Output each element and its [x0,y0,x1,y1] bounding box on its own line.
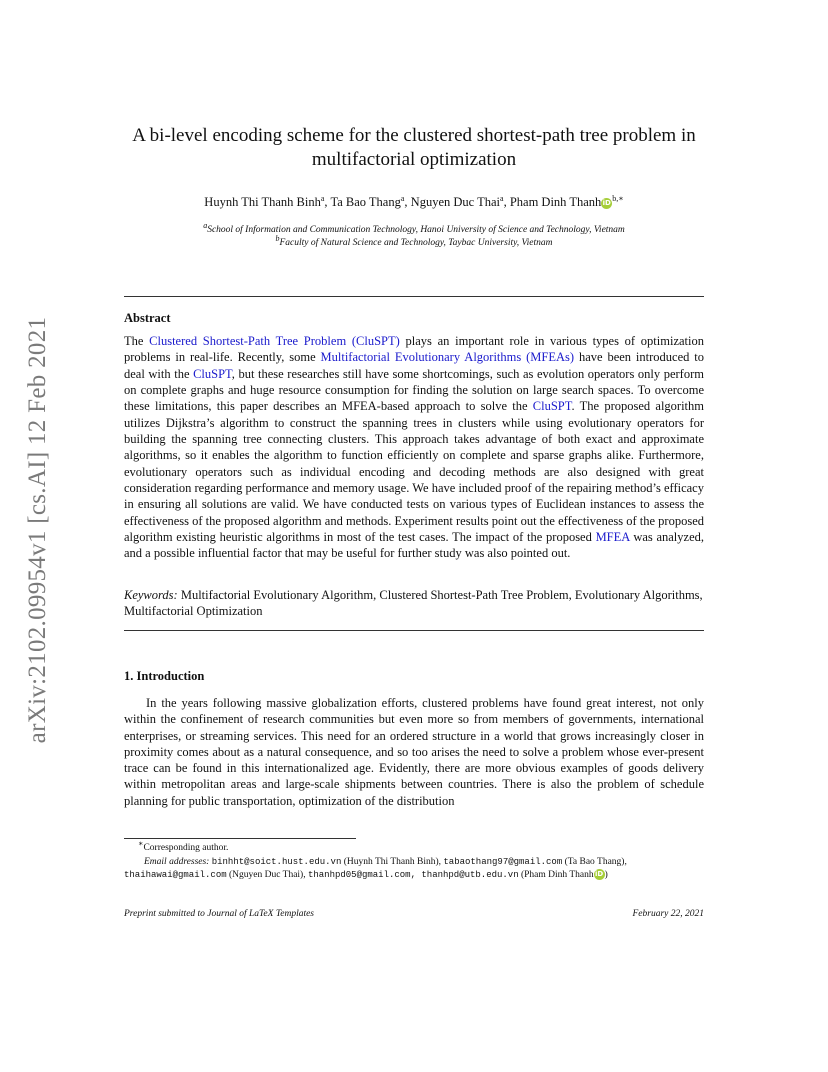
email-3-owner: (Nguyen Duc Thai), [226,870,308,880]
affiliation-b-sup: b [275,233,280,243]
mfea-link[interactable]: MFEA [595,530,630,545]
page-footer [124,909,704,919]
cluspt-link-2[interactable]: CluSPT [193,366,232,381]
keywords-text: Multifactorial Evolutionary Algorithm, Clustered Shortest-Path Tree Problem, Evolutionary Algorithms, Multifactorial Optimization [124,588,703,618]
affiliations [124,220,704,249]
author-1: Huynh Thi Thanh Binh [204,195,321,209]
author-list: Huynh Thi Thanh Binh$^a$, Ta Bao Thang$^a$, Nguyen Duc Thai$^a$, Pham Dinh ThanhiD$^{b,∗}$ [204,193,624,209]
orcid-icon[interactable]: iD [602,199,611,207]
abstract-top-rule [124,296,704,297]
title-line-1: A bi-level encoding scheme for the clustered shortest-path tree problem in [132,125,696,146]
email-4[interactable]: thanhpd05@gmail.com, thanhpd@utb.edu.vn [307,870,519,880]
author-4-sup: b,∗ [612,193,624,203]
author-2-sup: a [400,193,405,203]
footer-preprint-note: Preprint submitted to Journal of LaTeX Templates [124,909,315,919]
footnote-emails-line [124,856,704,870]
affiliation-b [124,233,704,250]
footnote-corresponding [124,838,704,856]
affiliation-b-text: Faculty of Natural Science and Technology, Taybac University, Vietnam [279,237,553,248]
author-1-sup: a [320,193,325,203]
introduction-body: In the years following massive globalization efforts, clustered problems have found great interest, not only within the confinement of research communities but even more so from members of governments, international enterprises, or streaming services. This need for an ordered structure in a world that grows increasingly closer in proximity comes about as a natural consequence, and so too arises the need to solve a problem whose ever-present trace can be found in this internationalized age. Evidently, there are more obvious examples of goods delivery within metropolitan areas and large-scale shipments between countries. There is also the problem of schedule planning for public transportation, optimization of the distribution [124,696,704,808]
author-2: Ta Bao Thang [330,195,401,209]
abstract-text-4: , but these researches still have some shortcomings, such as evolution operators only perform on complete graphs and huge resource consumption for finding the solution on large search spaces. To overcome these limitations, this paper describes an MFEA-based approach to solve the [124,366,704,414]
footnote-rule [124,838,356,839]
footer-date: February 22, 2021 [632,909,704,919]
mfeas-link[interactable]: Multifactorial Evolutionary Algorithms (MFEAs) [320,350,575,365]
abstract-text-2: plays an important role in various types of optimization problems in real-life. Recently, some [124,334,704,365]
abstract-text-6: was analyzed, and a possible influential factor that may be useful for further study was also pointed out. [124,530,704,561]
paper-title [124,124,704,172]
email-2[interactable]: tabaothang97@gmail.com [443,856,563,867]
abstract-heading: Abstract [124,311,171,325]
footnote-corresponding-text: Corresponding author. [143,843,229,853]
email-1[interactable]: binhht@soict.hust.edu.vn [211,856,342,867]
keywords [124,587,704,619]
footnote-star: ∗ [138,838,144,848]
title-line-2: multifactorial optimization [311,149,517,170]
abstract-text-1: The [124,334,150,348]
abstract-text-3: have been introduced to deal with the [124,350,705,381]
introduction-heading: 1. Introduction [124,669,205,683]
email-4-owner: (Pham Dinh Thanh [518,870,594,880]
email-3[interactable]: thaihawai@gmail.com [124,870,227,880]
affiliation-a [124,220,704,237]
keywords-label: Keywords: [124,588,178,602]
author-3-sup: a [500,193,504,203]
affiliation-a-sup: a [203,220,208,230]
arxiv-identifier: arXiv:2102.09954v1 [cs.AI] 12 Feb 2021 [24,316,51,744]
author-3: Nguyen Duc Thai [410,195,501,209]
abstract-body [124,333,704,562]
email-2-owner: (Ta Bao Thang), [562,856,627,867]
cluspt-link-3[interactable]: CluSPT [532,399,572,414]
email-1-owner: (Huynh Thi Thanh Binh), [341,856,444,867]
abstract-bottom-rule [124,630,704,631]
author-4: Pham Dinh Thanh [509,195,602,209]
affiliation-a-text: School of Information and Communication Technology, Hanoi University of Science and Technology, Vietnam [207,225,625,235]
arxiv-sidebar-stamp [18,300,58,760]
cluspt-link[interactable]: Clustered Shortest-Path Tree Problem (CluSPT) [149,334,400,348]
footnote-emails-line-2 [124,869,704,883]
orcid-icon[interactable]: iD [595,870,604,878]
email-4-owner-close: ) [604,870,608,880]
footnotes [124,838,704,883]
email-label: Email addresses: [144,856,210,867]
abstract-text-5: . The proposed algorithm utilizes Dijkstra’s algorithm to construct the spanning trees in clusters while using evolutionary operators for building the spanning tree connecting clusters. This approach takes advantage of both exact and approximate algorithms, so it enables the algorithm to function efficiently on complete and sparse graphs alike. Furthermore, evolutionary operators such as individual encoding and decoding methods are also designed with great consideration regarding performance and memory usage. We have included proof of the repairing method’s efficacy in ensuring all solutions are valid. We have conducted tests on various types of Euclidean instances to assess the effectiveness of the proposed algorithm and methods. Experiment results point out the effectiveness of the proposed algorithm existing heuristic algorithms in most of the test cases. The impact of the proposed [124,399,705,545]
